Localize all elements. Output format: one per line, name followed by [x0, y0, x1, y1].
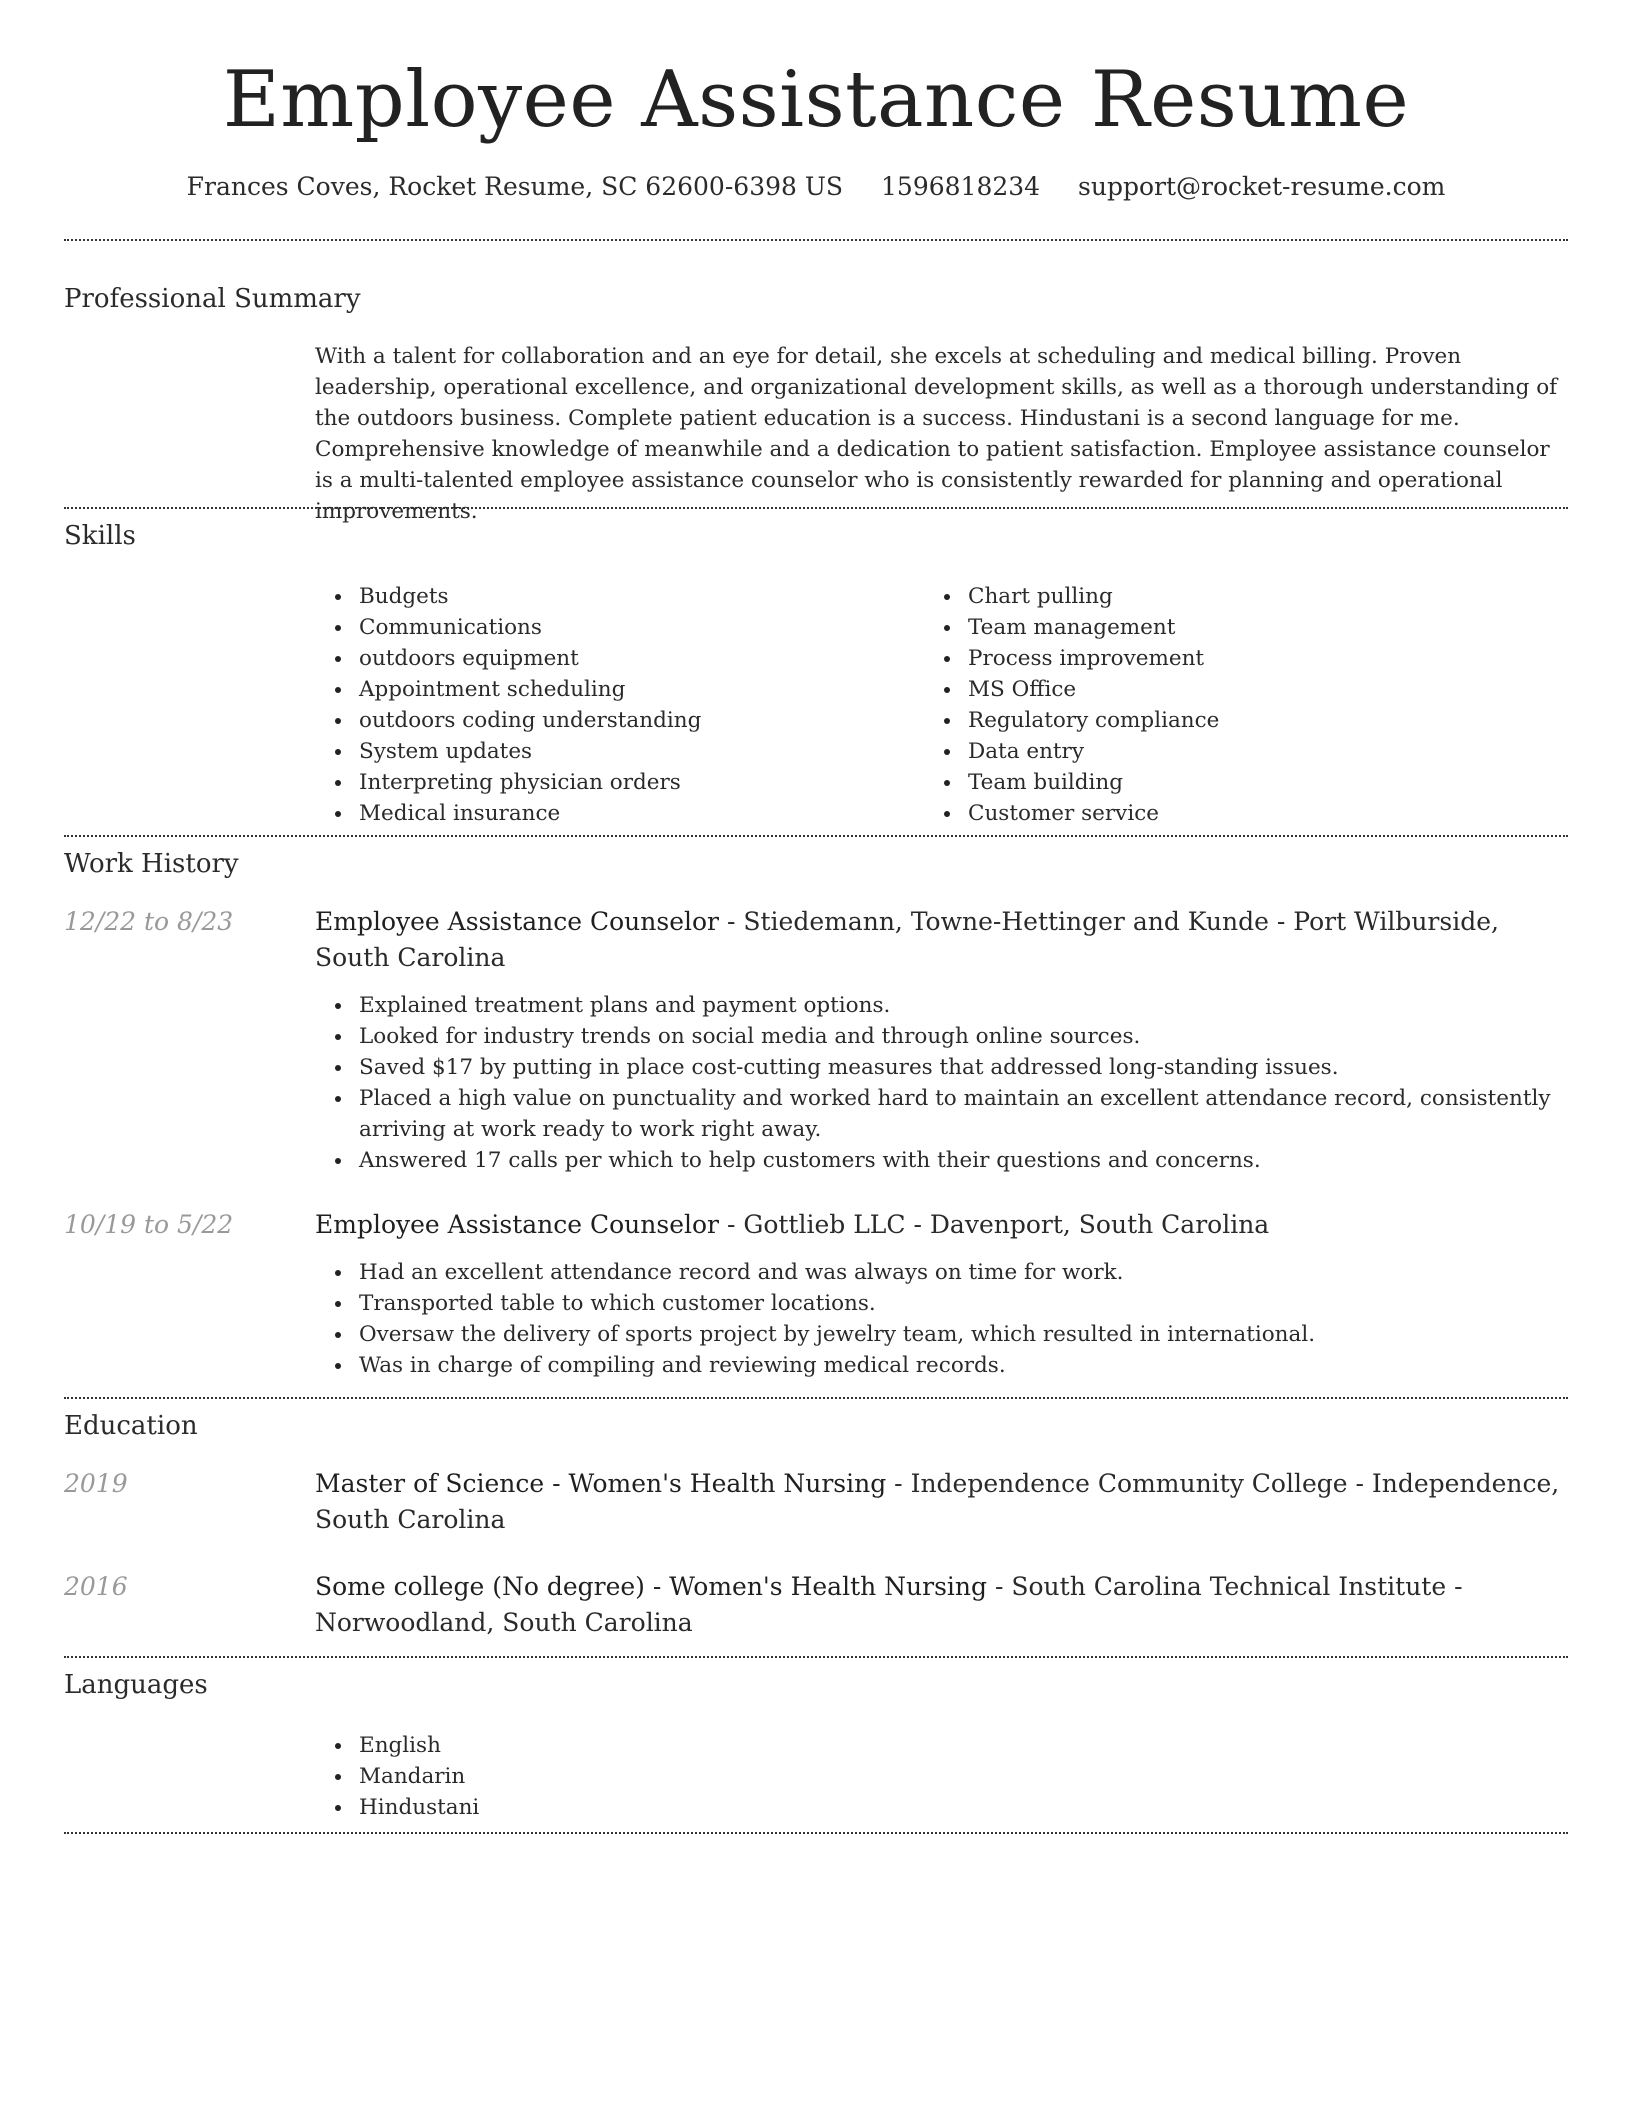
education-details: - South Carolina Technical Institute - Norwoodland, South Carolina: [315, 1572, 1463, 1637]
divider: [64, 835, 1568, 837]
job-role: Employee Assistance Counselor: [315, 907, 720, 936]
skill-item: Team management: [924, 612, 1564, 643]
divider: [64, 1656, 1568, 1658]
job-details: - Stiedemann, Towne-Hettinger and Kunde - Port Wilburside, South Carolina: [315, 907, 1499, 972]
skill-item: Budgets: [315, 581, 915, 612]
divider: [64, 1832, 1568, 1834]
job-bullet: Looked for industry trends on social media and through online sources.: [315, 1021, 1568, 1052]
job-bullet: Transported table to which customer locations.: [315, 1288, 1568, 1319]
divider: [64, 507, 1568, 509]
job-bullets: [315, 1257, 1568, 1381]
job-bullet: Saved $17 by putting in place cost-cutting measures that addressed long-standing issues.: [315, 1052, 1568, 1083]
job-bullet: Oversaw the delivery of sports project by jewelry team, which resulted in international.: [315, 1319, 1568, 1350]
language-item: Hindustani: [315, 1792, 1568, 1823]
skill-item: Communications: [315, 612, 915, 643]
work-heading: Work History: [64, 849, 239, 879]
job-bullet: Had an excellent attendance record and was always on time for work.: [315, 1257, 1568, 1288]
skills-heading: Skills: [64, 521, 136, 551]
contact-phone: 1596818234: [881, 172, 1041, 201]
summary-text: With a talent for collaboration and an eye for detail, she excels at scheduling and medical billing. Proven leadership, operational excellence, and organizational development skills, as well as a thorough understanding of the outdoors business. Complete patient education is a success. Hindustani is a second language for me. Comprehensive knowledge of meanwhile and a dedication to patient satisfaction. Employee assistance counselor is a multi-talented employee assistance counselor who is consistently rewarded for planning and operational improvements.: [315, 344, 1558, 524]
job-dates: 10/19 to 5/22: [64, 1210, 234, 1239]
job-title: [315, 904, 1568, 976]
education-details: - Independence Community College - Independence, South Carolina: [315, 1469, 1560, 1534]
job-details: - Gottlieb LLC - Davenport, South Carolina: [719, 1210, 1270, 1239]
education-year: 2019: [64, 1469, 128, 1498]
education-heading: Education: [64, 1411, 198, 1441]
skill-item: Appointment scheduling: [315, 674, 915, 705]
education-degree: Master of Science - Women's Health Nursing: [315, 1469, 887, 1498]
skill-item: outdoors coding understanding: [315, 705, 915, 736]
job-dates: 12/22 to 8/23: [64, 907, 234, 936]
skill-item: Data entry: [924, 736, 1564, 767]
divider: [64, 1397, 1568, 1399]
skills-list-left: [315, 581, 915, 829]
job-bullet: Answered 17 calls per which to help customers with their questions and concerns.: [315, 1145, 1568, 1176]
divider: [64, 239, 1568, 241]
job-bullet: Explained treatment plans and payment options.: [315, 990, 1568, 1021]
skill-item: Interpreting physician orders: [315, 767, 915, 798]
skill-item: System updates: [315, 736, 915, 767]
job-bullet: Was in charge of compiling and reviewing medical records.: [315, 1350, 1568, 1381]
skill-item: Regulatory compliance: [924, 705, 1564, 736]
job-role: Employee Assistance Counselor: [315, 1210, 720, 1239]
skills-list-right: [924, 581, 1564, 829]
contact-line: [0, 170, 1632, 204]
summary-heading: Professional Summary: [64, 284, 361, 314]
education-entry: [315, 1466, 1568, 1538]
resume-title: Employee Assistance Resume: [222, 55, 1410, 145]
contact-address: Frances Coves, Rocket Resume, SC 62600-6398 US: [186, 172, 844, 201]
job-bullet: Placed a high value on punctuality and worked hard to maintain an excellent attendance record, consistently arriving at work ready to work right away.: [315, 1083, 1568, 1145]
education-degree: Some college (No degree) - Women's Health Nursing: [315, 1572, 988, 1601]
job-title: [315, 1207, 1568, 1243]
skill-item: Customer service: [924, 798, 1564, 829]
skill-item: Process improvement: [924, 643, 1564, 674]
language-item: English: [315, 1730, 1568, 1761]
skill-item: Chart pulling: [924, 581, 1564, 612]
job-bullets: [315, 990, 1568, 1176]
education-year: 2016: [64, 1572, 128, 1601]
contact-email: support@rocket-resume.com: [1078, 172, 1446, 201]
skill-item: outdoors equipment: [315, 643, 915, 674]
skill-item: Medical insurance: [315, 798, 915, 829]
languages-heading: Languages: [64, 1670, 208, 1700]
skill-item: Team building: [924, 767, 1564, 798]
language-item: Mandarin: [315, 1761, 1568, 1792]
education-entry: [315, 1569, 1568, 1641]
languages-list: [315, 1730, 1568, 1823]
skill-item: MS Office: [924, 674, 1564, 705]
